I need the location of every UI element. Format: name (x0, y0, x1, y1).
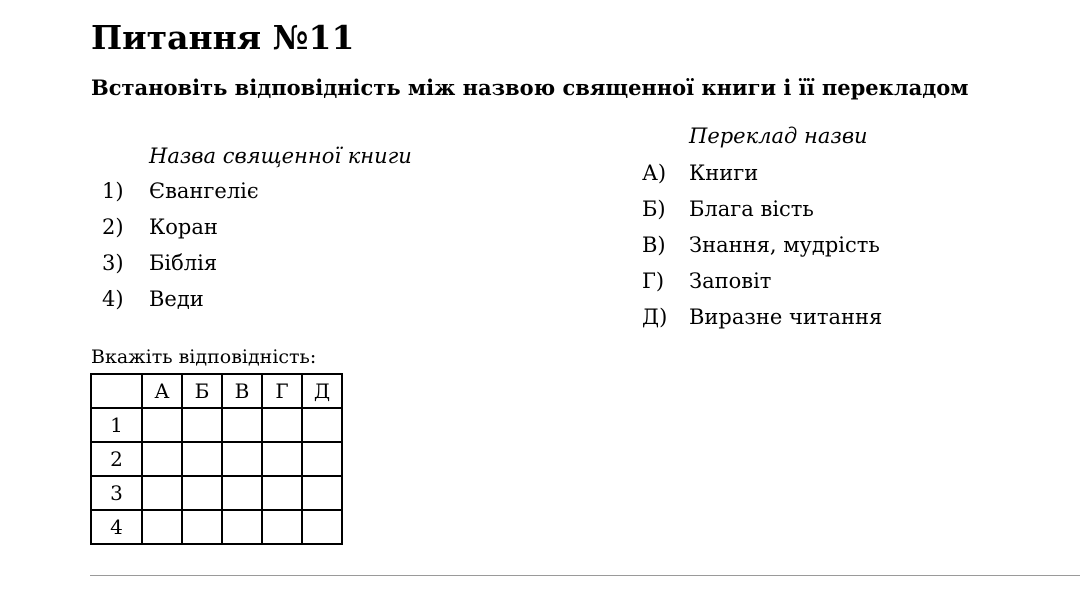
bottom-divider (90, 575, 1080, 576)
answer-cell[interactable] (222, 408, 262, 442)
right-item-text: Знання, мудрість (689, 233, 880, 257)
answer-grid-col-header: Б (182, 374, 222, 408)
left-item-number: 1) (102, 179, 124, 203)
left-item-text: Євангеліє (149, 179, 259, 203)
answer-instruction: Вкажіть відповідність: (91, 346, 317, 368)
answer-cell[interactable] (182, 476, 222, 510)
question-title: Питання №11 (91, 18, 355, 57)
left-item-text: Веди (149, 287, 204, 311)
left-item-number: 3) (102, 251, 124, 275)
left-item-number: 4) (102, 287, 124, 311)
answer-grid-col-header: В (222, 374, 262, 408)
answer-grid-row-header: 2 (91, 442, 142, 476)
right-column-header: Переклад назви (689, 124, 868, 148)
right-item-letter: А) (642, 161, 667, 185)
right-item-text: Книги (689, 161, 759, 185)
answer-grid-col-header: А (142, 374, 182, 408)
answer-cell[interactable] (222, 442, 262, 476)
answer-grid-corner (91, 374, 142, 408)
answer-grid-row (91, 510, 342, 544)
right-item-letter: Д) (642, 305, 668, 329)
answer-cell[interactable] (262, 442, 302, 476)
answer-cell[interactable] (182, 510, 222, 544)
left-item-text: Коран (149, 215, 218, 239)
left-item-number: 2) (102, 215, 124, 239)
right-item-text: Блага вість (689, 197, 814, 221)
answer-grid-col-header: Г (262, 374, 302, 408)
answer-grid-col-header: Д (302, 374, 342, 408)
left-column-header: Назва священної книги (149, 144, 412, 168)
answer-cell[interactable] (302, 476, 342, 510)
answer-grid-row (91, 476, 342, 510)
answer-cell[interactable] (222, 510, 262, 544)
answer-cell[interactable] (302, 408, 342, 442)
answer-cell[interactable] (262, 476, 302, 510)
answer-cell[interactable] (142, 510, 182, 544)
answer-grid-header-row (91, 374, 342, 408)
answer-cell[interactable] (302, 442, 342, 476)
answer-cell[interactable] (182, 442, 222, 476)
answer-grid-row-header: 1 (91, 408, 142, 442)
answer-grid-row (91, 442, 342, 476)
right-item-letter: Б) (642, 197, 666, 221)
answer-grid-row (91, 408, 342, 442)
answer-cell[interactable] (142, 442, 182, 476)
left-item-text: Біблія (149, 251, 218, 275)
answer-cell[interactable] (182, 408, 222, 442)
answer-cell[interactable] (142, 476, 182, 510)
answer-cell[interactable] (262, 510, 302, 544)
answer-cell[interactable] (302, 510, 342, 544)
answer-grid-row-header: 4 (91, 510, 142, 544)
right-item-letter: В) (642, 233, 666, 257)
answer-cell[interactable] (262, 408, 302, 442)
question-subtitle: Встановіть відповідність між назвою священної книги і її перекладом (91, 75, 969, 100)
answer-cell[interactable] (142, 408, 182, 442)
right-item-letter: Г) (642, 269, 665, 293)
answer-grid-row-header: 3 (91, 476, 142, 510)
answer-grid (90, 373, 343, 545)
right-item-text: Заповіт (689, 269, 772, 293)
right-item-text: Виразне читання (689, 305, 883, 329)
answer-cell[interactable] (222, 476, 262, 510)
